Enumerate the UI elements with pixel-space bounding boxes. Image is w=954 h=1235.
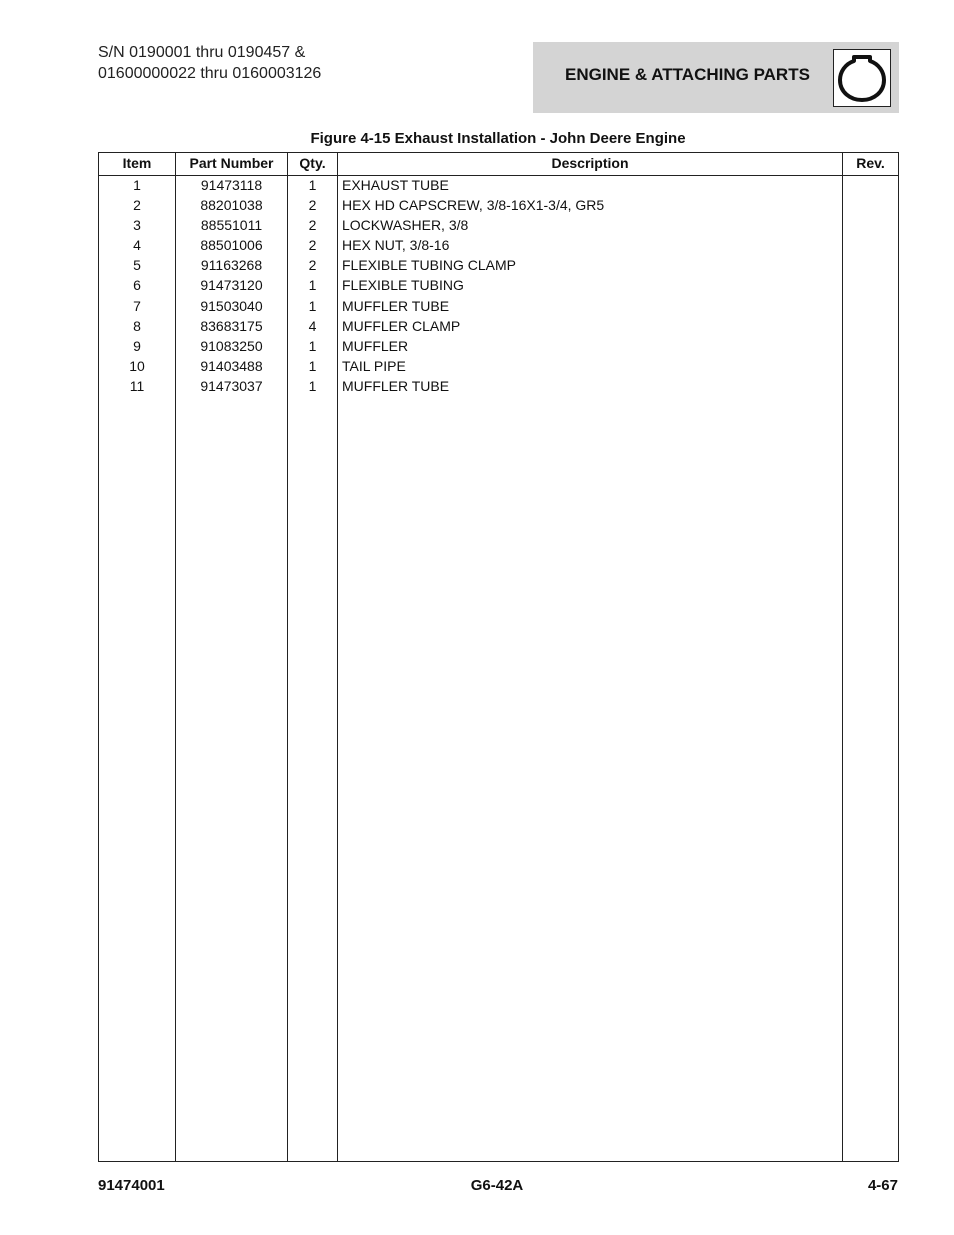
column-header-item: Item — [122, 155, 152, 171]
row-description: MUFFLER — [342, 337, 409, 354]
row-description: FLEXIBLE TUBING — [342, 277, 464, 294]
row-quantity: 1 — [308, 337, 317, 354]
row-description: TAIL PIPE — [342, 357, 406, 374]
footer-model: G6-42A — [470, 1177, 524, 1194]
column-header-rev: Rev. — [856, 155, 885, 171]
row-part-number: 91163268 — [200, 257, 263, 274]
table-row — [99, 236, 898, 256]
row-quantity: 1 — [308, 377, 317, 394]
row-part-number: 91473118 — [200, 177, 263, 193]
table-row — [99, 216, 898, 236]
figure-title: Figure 4-15 Exhaust Installation - John Deere Engine — [310, 130, 686, 147]
row-quantity: 2 — [308, 257, 317, 274]
column-header-part-number: Part Number — [189, 155, 274, 171]
row-part-number: 91403488 — [200, 357, 263, 374]
row-quantity: 1 — [308, 357, 317, 374]
column-header-description: Description — [551, 155, 629, 171]
row-part-number: 91473120 — [200, 277, 263, 294]
section-header — [533, 42, 899, 113]
row-description: MUFFLER TUBE — [342, 377, 450, 394]
table-row — [99, 377, 898, 397]
row-quantity: 4 — [308, 317, 317, 334]
row-description: MUFFLER TUBE — [342, 297, 450, 314]
row-item-number: 11 — [129, 377, 145, 394]
row-description: MUFFLER CLAMP — [342, 317, 461, 334]
parts-table — [98, 152, 899, 1162]
table-row — [99, 297, 898, 317]
column-header-qty: Qty. — [299, 155, 326, 171]
engine-icon — [833, 49, 891, 107]
footer-page-number: 4-67 — [867, 1177, 898, 1194]
row-item-number: 9 — [133, 337, 141, 354]
row-item-number: 7 — [133, 297, 141, 314]
row-part-number: 88201038 — [200, 197, 263, 214]
row-item-number: 5 — [133, 257, 141, 274]
table-row — [99, 256, 898, 276]
row-item-number: 3 — [133, 217, 141, 234]
row-quantity: 1 — [308, 177, 317, 193]
row-item-number: 10 — [129, 357, 145, 374]
serial-line-2: 01600000022 thru 0160003126 — [98, 65, 322, 82]
row-quantity: 2 — [308, 237, 317, 254]
row-part-number: 88501006 — [200, 237, 263, 254]
row-part-number: 91083250 — [200, 337, 263, 354]
row-description: FLEXIBLE TUBING CLAMP — [342, 257, 517, 274]
table-row — [99, 196, 898, 216]
table-row — [99, 276, 898, 296]
row-quantity: 2 — [308, 217, 317, 234]
table-row — [99, 317, 898, 337]
serial-number-range — [98, 42, 321, 84]
row-item-number: 6 — [133, 277, 141, 294]
row-part-number: 83683175 — [200, 317, 263, 334]
section-title: ENGINE & ATTACHING PARTS — [565, 65, 810, 84]
row-item-number: 1 — [133, 177, 141, 193]
table-row — [99, 176, 898, 196]
row-part-number: 91503040 — [200, 297, 263, 314]
row-part-number: 88551011 — [200, 217, 263, 234]
row-quantity: 2 — [308, 197, 317, 214]
row-quantity: 1 — [308, 277, 317, 294]
table-row — [99, 337, 898, 357]
row-description: HEX HD CAPSCREW, 3/8-16X1-3/4, GR5 — [342, 197, 605, 214]
row-description: HEX NUT, 3/8-16 — [342, 237, 450, 254]
row-part-number: 91473037 — [200, 377, 263, 394]
serial-line-1: S/N 0190001 thru 0190457 & — [98, 44, 306, 61]
row-item-number: 8 — [133, 317, 141, 334]
footer-document-number: 91474001 — [98, 1177, 165, 1194]
row-quantity: 1 — [308, 297, 317, 314]
table-row — [99, 357, 898, 377]
row-item-number: 2 — [133, 197, 141, 214]
row-description: LOCKWASHER, 3/8 — [342, 217, 469, 234]
row-item-number: 4 — [133, 237, 141, 254]
row-description: EXHAUST TUBE — [342, 177, 449, 193]
table-body — [99, 176, 898, 397]
